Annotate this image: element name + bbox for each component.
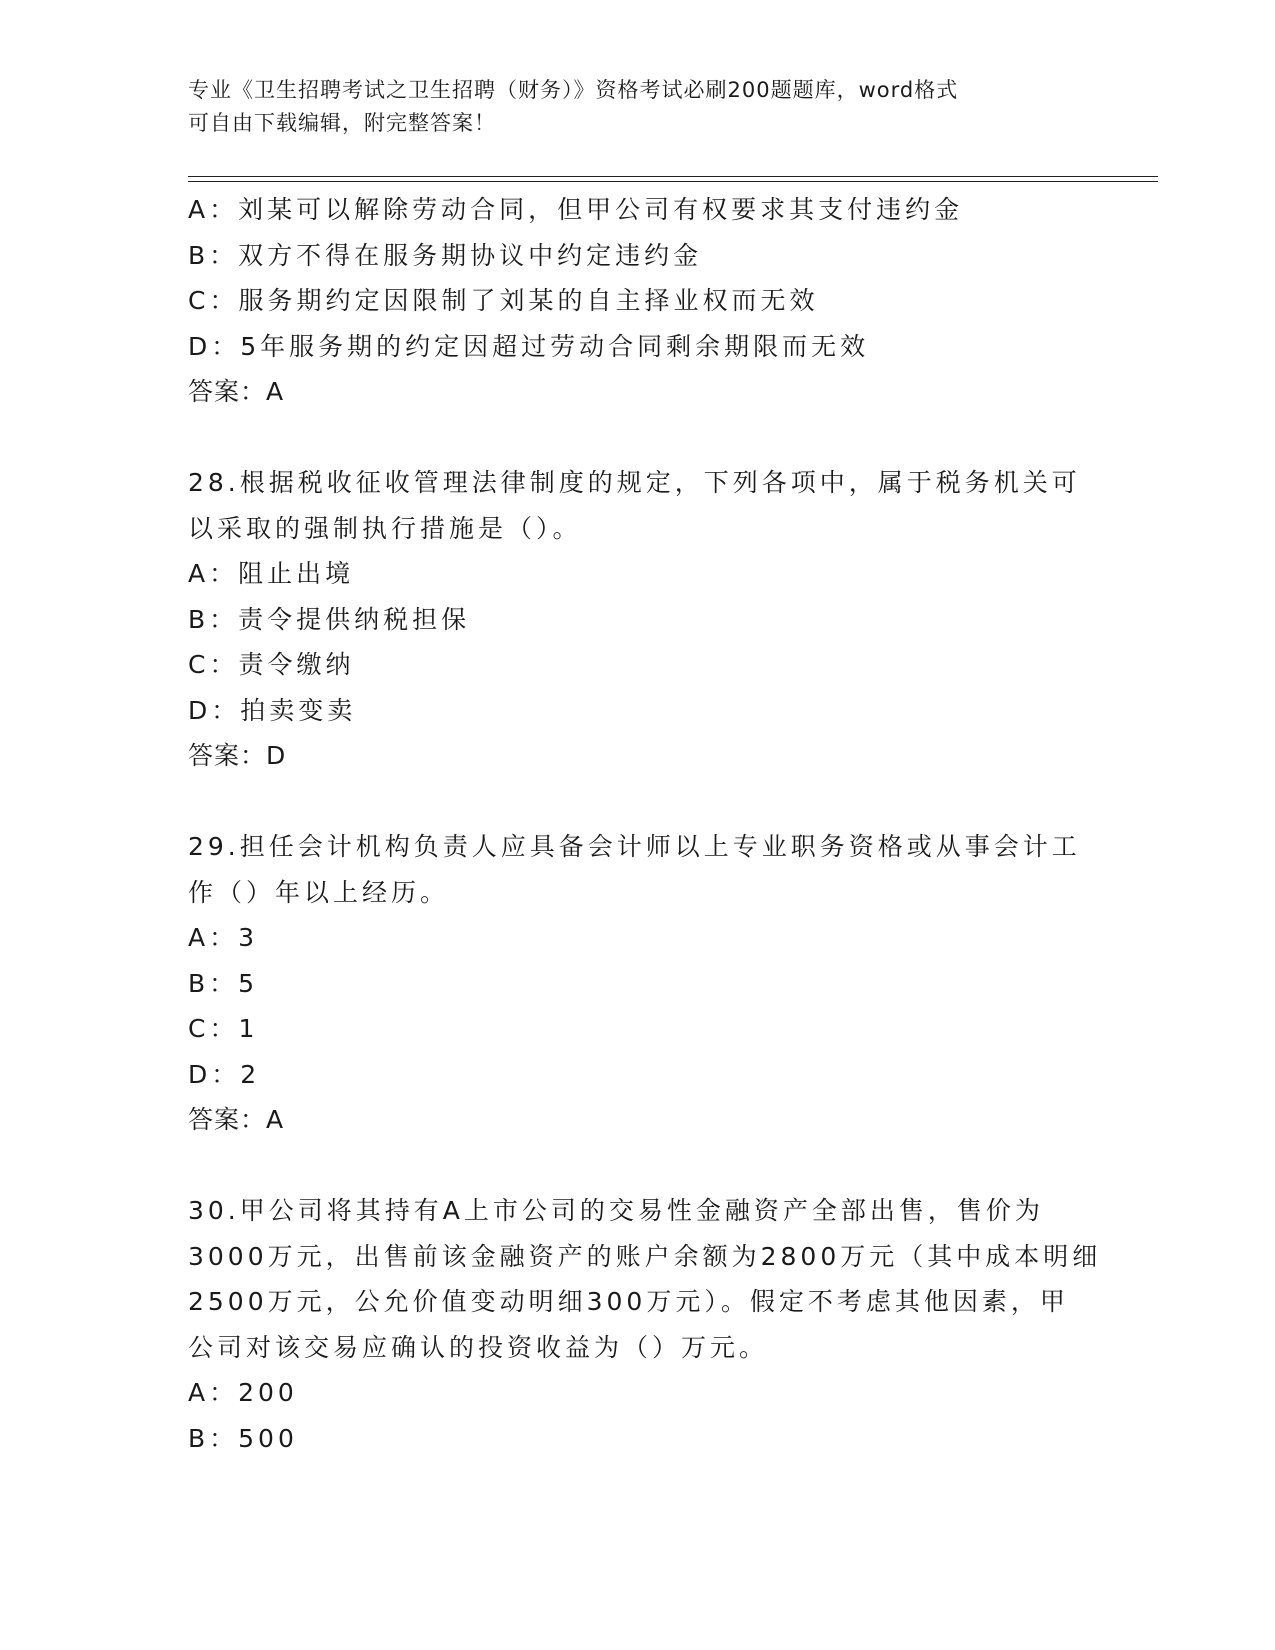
- header-title-line-1: 专业《卫生招聘考试之卫生招聘（财务）》资格考试必刷200题题库，word格式: [188, 78, 959, 102]
- question-27: [188, 187, 1088, 415]
- question-stem-line: 29.担任会计机构负责人应具备会计师以上专业职务资格或从事会计工: [188, 832, 1081, 861]
- answer-line: 答案：A: [188, 1105, 285, 1134]
- option-d: D：5年服务期的约定因超过劳动合同剩余期限而无效: [188, 331, 870, 361]
- document-header: [188, 74, 1088, 140]
- question-stem-line: 以采取的强制执行措施是（）。: [188, 513, 582, 543]
- spacer: [188, 779, 1088, 825]
- question-stem-line: 28.根据税收征收管理法律制度的规定，下列各项中，属于税务机关可: [188, 468, 1081, 497]
- option-a: A：3: [188, 923, 259, 952]
- answer-line: 答案：A: [188, 377, 285, 406]
- option-b: B：双方不得在服务期协议中约定违约金: [188, 240, 703, 270]
- option-c: C：1: [188, 1014, 259, 1043]
- header-divider-top: [188, 176, 1158, 177]
- question-30: [188, 1188, 1102, 1461]
- header-title-line-2: 可自由下载编辑，附完整答案！: [188, 111, 496, 135]
- question-stem-line: 作（）年以上经历。: [188, 877, 450, 907]
- question-stem-line: 30.甲公司将其持有A上市公司的交易性金融资产全部出售，售价为: [188, 1196, 1044, 1225]
- header-divider-bottom: [188, 181, 1158, 182]
- option-b: B：500: [188, 1423, 298, 1453]
- option-d: D：拍卖变卖: [188, 695, 357, 725]
- spacer: [188, 415, 1088, 461]
- option-b: B：5: [188, 968, 259, 998]
- question-stem-line: 公司对该交易应确认的投资收益为（）万元。: [188, 1332, 769, 1362]
- option-b: B：责令提供纳税担保: [188, 604, 471, 634]
- option-d: D：2: [188, 1059, 261, 1089]
- question-29: [188, 824, 1088, 1143]
- option-a: A：刘某可以解除劳动合同，但甲公司有权要求其支付违约金: [188, 195, 964, 224]
- question-stem-line: 3000万元，出售前该金融资产的账户余额为2800万元（其中成本明细: [188, 1241, 1102, 1271]
- question-list: [188, 187, 1102, 1461]
- question-stem-line: 2500万元，公允价值变动明细300万元）。假定不考虑其他因素，甲: [188, 1287, 1069, 1316]
- question-28: [188, 460, 1088, 779]
- option-a: A：阻止出境: [188, 559, 355, 588]
- spacer: [188, 1143, 1088, 1189]
- option-c: C：责令缴纳: [188, 650, 355, 679]
- option-c: C：服务期约定因限制了刘某的自主择业权而无效: [188, 286, 819, 315]
- answer-line: 答案：D: [188, 741, 287, 770]
- option-a: A：200: [188, 1378, 298, 1407]
